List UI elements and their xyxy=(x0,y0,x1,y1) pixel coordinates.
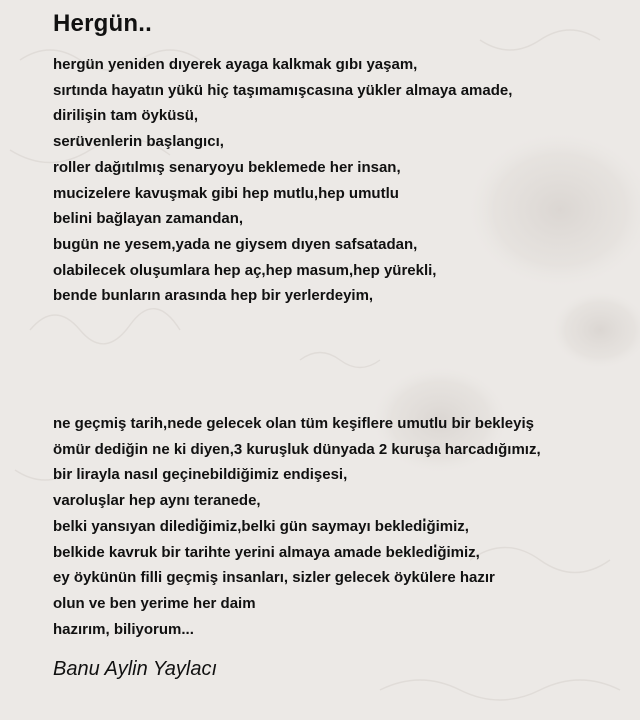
poem-line: hergün yeniden dıyerek ayaga kalkmak gıbı yaşam, xyxy=(53,56,418,73)
poem-line: sırtında hayatın yükü hiç taşımamışcasına yükler almaya amade, xyxy=(53,81,513,99)
ink-stain xyxy=(550,290,640,370)
poem-line: olabilecek oluşumlara hep aç,hep masum,hep yürekli, xyxy=(53,261,437,279)
poem-line: roller dağıtılmış senaryoyu beklemede her insan, xyxy=(53,158,401,176)
poem-line: bugün ne yesem,yada ne giysem dıyen safsatadan, xyxy=(53,235,418,253)
poem-line: bende bunların arasında hep bir yerlerdeyim, xyxy=(53,287,374,305)
poem-line: ey öykünün filli geçmiş insanları, sizler gelecek öykülere hazır xyxy=(53,569,495,587)
poem-line: hazırım, biliyorum... xyxy=(53,620,194,638)
poem-line: mucizelere kavuşmak gibi hep mutlu,hep umutlu xyxy=(53,184,399,202)
poem-line: belini bağlayan zamandan, xyxy=(53,210,244,228)
poem-line: belki yansıyan diledi̇ğimiz,belki gün saymayı bekledi̇ğimiz, xyxy=(53,517,469,535)
poem-line: serüvenlerin başlangıcı, xyxy=(53,133,224,151)
stanza-2 xyxy=(53,411,541,642)
poem-title: Hergün.. xyxy=(53,10,152,37)
poem-line: ne geçmiş tarih,nede gelecek olan tüm keşiflere umutlu bir bekleyiş xyxy=(53,415,535,432)
poem-line: ömür dediğin ne ki diyen,3 kuruşluk dünyada 2 kuruşa harcadığımız, xyxy=(53,440,541,458)
poem-line: belkide kavruk bir tarihte yerini almaya amade bekledi̇ğimiz, xyxy=(53,543,480,561)
poem-line: varoluşlar hep aynı teranede, xyxy=(53,492,261,510)
poem-line: bir lirayla nasıl geçinebildiğimiz endişesi, xyxy=(53,466,348,484)
poem-line: olun ve ben yerime her daim xyxy=(53,594,256,612)
poem-line: dirilişin tam öyküsü, xyxy=(53,107,199,125)
author-name: Banu Aylin Yaylacı xyxy=(53,658,217,680)
stanza-1 xyxy=(53,52,512,309)
